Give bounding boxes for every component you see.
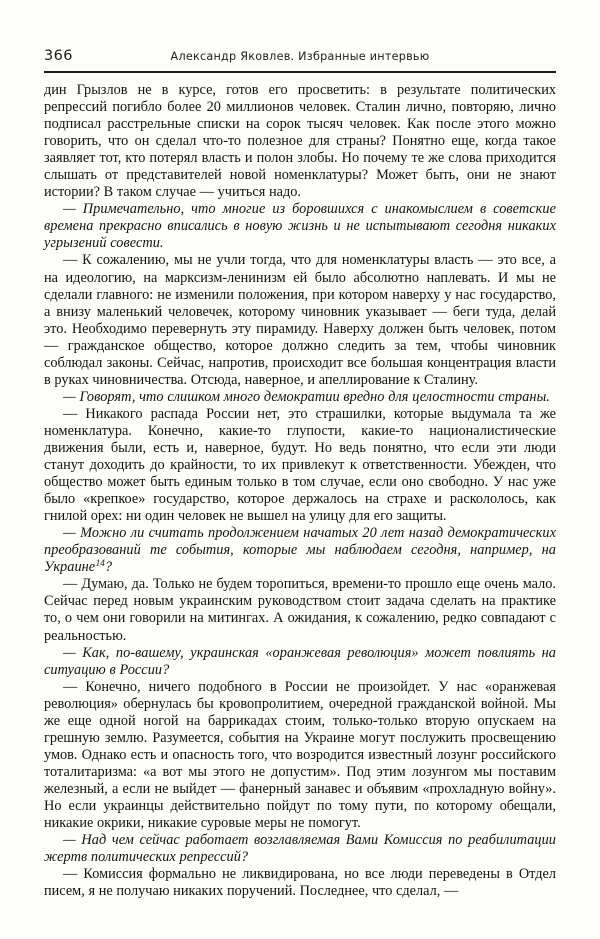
- interview-answer: — Никакого распада России нет, это страшилки, которые выдумала та же номенклатура. Конечно, какие-то глупости, какие-то националистические движения были, есть и, наверное, будут. Но ведь понятно, что если эти люди станут доходить до крайности, то их привлекут к ответственности. Убежден, что общество может быть единым только в том случае, если оно свободно. У нас уже было «крепкое» государство, которое держалось на страхе и раскололось, как гнилой орех: ни один человек не вышел на улицу для его защиты.: [44, 405, 556, 525]
- interview-answer: — К сожалению, мы не учли тогда, что для номенклатуры власть — это все, а на идеологию, на марксизм-ленинизм ей было абсолютно наплевать. И мы не сделали главного: не изменили положения, при котором наверху у нас государство, а внизу маленький человечек, которому чиновник указывает — беги туда, делай это. Необходимо перевернуть эту пирамиду. Наверху должен быть человек, потом — гражданское общество, которое должно следить за тем, чтобы чиновник соблюдал законы. Сейчас, напротив, происходит все большая концентрация власти в руках чиновничества. Отсюда, наверное, и апеллирование к Сталину.: [44, 252, 556, 388]
- interview-question-with-footnote: [44, 525, 556, 576]
- interview-question: — Над чем сейчас работает возглавляемая Вами Комиссия по реабилитации жертв политических репрессий?: [44, 832, 556, 866]
- running-head-title: Александр Яковлев. Избранные интервью: [170, 50, 430, 63]
- interview-question: — Как, по-вашему, украинская «оранжевая революция» может повлиять на ситуацию в России?: [44, 644, 556, 678]
- text-column: [44, 82, 556, 900]
- interview-answer: — Комиссия формально не ликвидирована, но все люди переведены в Отдел писем, я не получаю никаких поручений. Последнее, что сделал, —: [44, 866, 556, 900]
- footnote-reference-marker[interactable]: 14: [95, 557, 105, 568]
- header-rule: [44, 71, 556, 73]
- interview-question: — Говорят, что слишком много демократии вредно для целостности страны.: [63, 388, 550, 405]
- interview-answer: — Конечно, ничего подобного в России не произойдет. У нас «оранжевая революция» обернулась бы кровопролитием, очередной гражданской войной. Мы же еще одной ногой на баррикадах стоим, только-только вторую опускаем на грешную землю. Разумеется, события на Украине могут послужить просвещению умов. Однако есть и опасность того, что возродится известный лозунг российского тоталитаризма: «а вот мы этого не допустим». Под этим лозунгом мы поставим железный, а если не выйдет — фанерный занавес и объявим «прохладную войну». Но если украинцы действительно пойдут по тому пути, по которому обещали, никакие окрики, никакие суровые меры не помогут.: [44, 678, 556, 832]
- paragraph-continued: дин Грызлов не в курсе, готов его просветить: в результате политических репрессий погибло более 20 миллионов человек. Сталин лично, повторяю, лично подписал расстрельные списки на сорок тысяч человек. Как после этого можно говорить, что он сделал что-то полезное для страны? Понятно еще, когда такое заявляет тот, кто потерял власть и полон злобы. Но почему те же слова приходится слышать от представителей новой номенклатуры? Может быть, они не знают истории? В таком случае — учиться надо.: [44, 82, 556, 201]
- question-text-tail: ?: [104, 559, 113, 576]
- interview-question: — Примечательно, что многие из боровшихся с инакомыслием в советские времена прекрасно вписались в новую жизнь и не испытывают сегодня никаких угрызений совести.: [44, 201, 556, 252]
- interview-answer: — Думаю, да. Только не будем торопиться, времени-то прошло еще очень мало. Сейчас перед новым украинским руководством стоит задача сделать на практике то, о чем они говорили на митингах. А ожидания, к сожалению, редко совпадают с реальностью.: [44, 576, 556, 644]
- question-text-main: — Можно ли считать продолжением начатых 20 лет назад демократических преобразований те события, которые мы наблюдаем сегодня, например, на Украине: [44, 525, 556, 576]
- page-header: [44, 48, 556, 68]
- page-number: 366: [44, 48, 73, 64]
